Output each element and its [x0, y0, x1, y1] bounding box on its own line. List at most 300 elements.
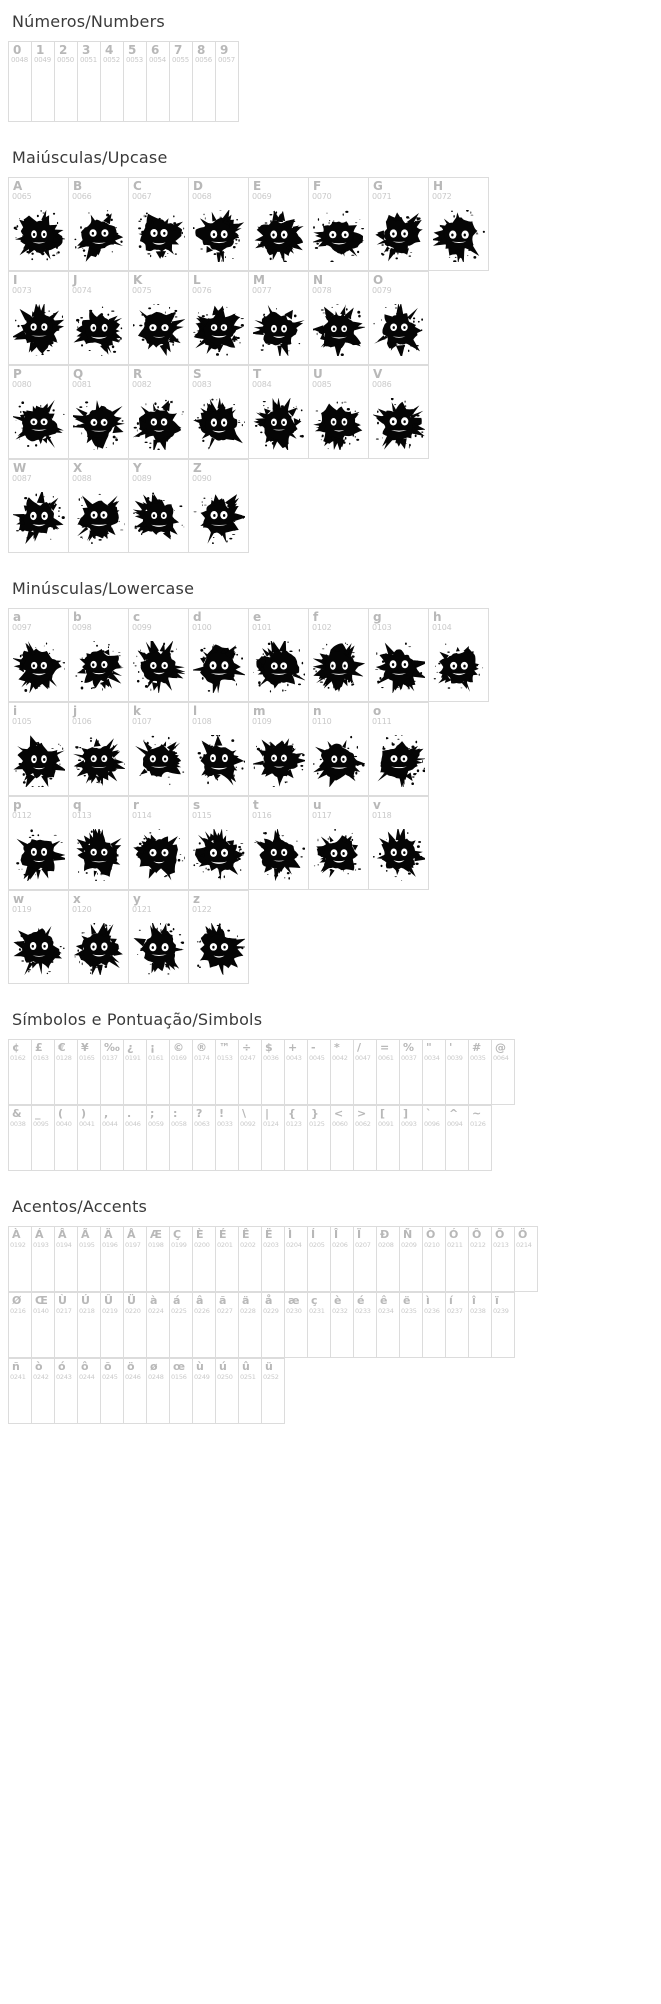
- glyph-cell[interactable]: [170, 1106, 193, 1171]
- glyph-cell[interactable]: [78, 1106, 101, 1171]
- glyph-code: 0234: [378, 1307, 394, 1315]
- glyph-code: 0044: [102, 1120, 118, 1128]
- glyph-cell[interactable]: [147, 1227, 170, 1292]
- glyph-cell[interactable]: [492, 1227, 515, 1292]
- glyph-character: B: [73, 179, 83, 193]
- ink-splat-glyph: [253, 641, 305, 693]
- glyph-code: 0084: [252, 380, 272, 389]
- glyph-cell[interactable]: [189, 272, 249, 365]
- glyph-code: 0081: [72, 380, 92, 389]
- glyph-code: 0163: [33, 1054, 49, 1062]
- glyph-code: 0099: [132, 623, 152, 632]
- glyph-cell[interactable]: [69, 366, 129, 459]
- ink-splat-glyph: [373, 735, 425, 787]
- glyph-code: 0060: [332, 1120, 348, 1128]
- glyph-cell[interactable]: [309, 703, 369, 796]
- glyph-character: h: [433, 610, 442, 624]
- glyph-cell[interactable]: [101, 1359, 124, 1424]
- glyph-cell[interactable]: [124, 1106, 147, 1171]
- glyph-character: |: [265, 1107, 270, 1120]
- glyph-cell[interactable]: [170, 42, 193, 122]
- glyph-code: 0162: [10, 1054, 26, 1062]
- glyph-cell[interactable]: [9, 797, 69, 890]
- glyph-cell[interactable]: [9, 42, 32, 122]
- glyph-cell[interactable]: [308, 1040, 331, 1105]
- glyph-cell[interactable]: [429, 178, 489, 271]
- ink-splat-glyph: [13, 492, 65, 544]
- glyph-cell[interactable]: [101, 1227, 124, 1292]
- glyph-cell[interactable]: [69, 797, 129, 890]
- glyph-cell[interactable]: [377, 1293, 400, 1358]
- glyph-cell[interactable]: [189, 797, 249, 890]
- glyph-cell[interactable]: [69, 460, 129, 553]
- glyph-cell[interactable]: [129, 366, 189, 459]
- glyph-cell[interactable]: [32, 1040, 55, 1105]
- glyph-cell[interactable]: [9, 891, 69, 984]
- glyph-cell[interactable]: [193, 42, 216, 122]
- glyph-cell[interactable]: [469, 1106, 492, 1171]
- ink-splat-glyph: [433, 641, 485, 693]
- ink-splat-glyph: [73, 304, 125, 356]
- glyph-cell[interactable]: [170, 1040, 193, 1105]
- glyph-character: P: [13, 367, 22, 381]
- glyph-cell[interactable]: [308, 1106, 331, 1171]
- glyph-preview: [129, 296, 188, 364]
- glyph-preview: [429, 202, 488, 270]
- glyph-code: 0097: [12, 623, 32, 632]
- glyph-code: 0115: [192, 811, 212, 820]
- glyph-character: ^: [449, 1107, 459, 1120]
- glyph-character: 7: [174, 43, 183, 57]
- glyph-character: ç: [311, 1294, 318, 1307]
- glyph-cell[interactable]: [354, 1293, 377, 1358]
- glyph-cell[interactable]: [429, 609, 489, 702]
- glyph-character: Æ: [150, 1228, 162, 1241]
- glyph-cell[interactable]: [55, 1359, 78, 1424]
- glyph-cell[interactable]: [262, 1227, 285, 1292]
- glyph-cell[interactable]: [78, 1359, 101, 1424]
- glyph-cell[interactable]: [262, 1106, 285, 1171]
- glyph-cell[interactable]: [216, 42, 239, 122]
- glyph-character: â: [196, 1294, 204, 1307]
- glyph-row: [8, 1226, 538, 1292]
- glyph-code: 0079: [372, 286, 392, 295]
- glyph-cell[interactable]: [331, 1293, 354, 1358]
- glyph-code: 0117: [312, 811, 332, 820]
- glyph-character: }: [311, 1107, 319, 1120]
- glyph-cell[interactable]: [9, 703, 69, 796]
- glyph-character: \: [242, 1107, 247, 1120]
- glyph-character: å: [265, 1294, 273, 1307]
- glyph-character: ¢: [12, 1041, 20, 1054]
- glyph-cell[interactable]: [189, 609, 249, 702]
- glyph-code: 0041: [79, 1120, 95, 1128]
- glyph-cell[interactable]: [69, 703, 129, 796]
- glyph-cell[interactable]: [193, 1359, 216, 1424]
- glyph-code: 0199: [171, 1241, 187, 1249]
- glyph-cell[interactable]: [515, 1227, 538, 1292]
- glyph-cell[interactable]: [189, 891, 249, 984]
- glyph-code: 0202: [240, 1241, 256, 1249]
- glyph-code: 0053: [126, 56, 144, 64]
- glyph-code: 0103: [372, 623, 392, 632]
- glyph-code: 0088: [72, 474, 92, 483]
- glyph-preview: [9, 915, 68, 983]
- glyph-code: 0038: [10, 1120, 26, 1128]
- glyph-cell[interactable]: [446, 1293, 469, 1358]
- glyph-cell[interactable]: [446, 1227, 469, 1292]
- ink-splat-glyph: [193, 641, 245, 693]
- glyph-character: Ù: [58, 1294, 67, 1307]
- glyph-code: 0049: [34, 56, 52, 64]
- glyph-cell[interactable]: [101, 42, 124, 122]
- glyph-code: 0101: [252, 623, 272, 632]
- glyph-cell[interactable]: [216, 1106, 239, 1171]
- glyph-cell[interactable]: [216, 1040, 239, 1105]
- glyph-cell[interactable]: [216, 1227, 239, 1292]
- glyph-character: G: [373, 179, 383, 193]
- glyph-code: 0120: [72, 905, 92, 914]
- glyph-cell[interactable]: [400, 1040, 423, 1105]
- glyph-cell[interactable]: [32, 1106, 55, 1171]
- glyph-cell[interactable]: [9, 460, 69, 553]
- glyph-character: k: [133, 704, 141, 718]
- glyph-cell[interactable]: [78, 1227, 101, 1292]
- glyph-cell[interactable]: [331, 1227, 354, 1292]
- glyph-code: 0249: [194, 1373, 210, 1381]
- glyph-code: 0217: [56, 1307, 72, 1315]
- glyph-character: Ð: [380, 1228, 390, 1241]
- glyph-cell[interactable]: [32, 1227, 55, 1292]
- glyph-cell[interactable]: [377, 1106, 400, 1171]
- glyph-character: ®: [196, 1041, 207, 1054]
- glyph-code: 0072: [432, 192, 452, 201]
- glyph-code: 0066: [72, 192, 92, 201]
- glyph-cell[interactable]: [9, 272, 69, 365]
- glyph-cell[interactable]: [369, 366, 429, 459]
- glyph-cell[interactable]: [469, 1293, 492, 1358]
- glyph-grid: [8, 1226, 653, 1424]
- glyph-code: 0191: [125, 1054, 141, 1062]
- ink-splat-glyph: [133, 829, 185, 881]
- glyph-cell[interactable]: [189, 703, 249, 796]
- glyph-cell[interactable]: [69, 891, 129, 984]
- glyph-cell[interactable]: [193, 1106, 216, 1171]
- glyph-cell[interactable]: [492, 1293, 515, 1358]
- glyph-code: 0238: [470, 1307, 486, 1315]
- glyph-code: 0074: [72, 286, 92, 295]
- glyph-code: 0236: [424, 1307, 440, 1315]
- glyph-cell[interactable]: [423, 1293, 446, 1358]
- glyph-cell[interactable]: [124, 1293, 147, 1358]
- glyph-character: Ø: [12, 1294, 22, 1307]
- glyph-character: K: [133, 273, 143, 287]
- glyph-character: -: [311, 1041, 316, 1054]
- glyph-code: 0100: [192, 623, 212, 632]
- glyph-cell[interactable]: [189, 366, 249, 459]
- glyph-code: 0153: [217, 1054, 233, 1062]
- glyph-cell[interactable]: [309, 609, 369, 702]
- glyph-cell[interactable]: [239, 1359, 262, 1424]
- glyph-cell[interactable]: [129, 178, 189, 271]
- glyph-cell[interactable]: [129, 797, 189, 890]
- glyph-cell[interactable]: [446, 1106, 469, 1171]
- glyph-cell[interactable]: [101, 1106, 124, 1171]
- glyph-cell[interactable]: [189, 178, 249, 271]
- glyph-cell[interactable]: [469, 1227, 492, 1292]
- glyph-code: 0216: [10, 1307, 26, 1315]
- glyph-cell[interactable]: [32, 42, 55, 122]
- ink-splat-glyph: [193, 735, 245, 787]
- glyph-code: 0231: [309, 1307, 325, 1315]
- glyph-cell[interactable]: [469, 1040, 492, 1105]
- glyph-cell[interactable]: [193, 1293, 216, 1358]
- glyph-cell[interactable]: [249, 703, 309, 796]
- ink-splat-glyph: [13, 398, 65, 450]
- glyph-code: 0241: [10, 1373, 26, 1381]
- glyph-cell[interactable]: [147, 42, 170, 122]
- glyph-cell[interactable]: [331, 1040, 354, 1105]
- glyph-cell[interactable]: [170, 1293, 193, 1358]
- glyph-cell[interactable]: [9, 366, 69, 459]
- glyph-cell[interactable]: [262, 1359, 285, 1424]
- glyph-cell[interactable]: [239, 1106, 262, 1171]
- glyph-code: 0067: [132, 192, 152, 201]
- glyph-character: Q: [73, 367, 84, 381]
- glyph-code: 0232: [332, 1307, 348, 1315]
- glyph-cell[interactable]: [101, 1293, 124, 1358]
- glyph-cell[interactable]: [423, 1106, 446, 1171]
- glyph-cell[interactable]: [262, 1040, 285, 1105]
- glyph-character: y: [133, 892, 141, 906]
- glyph-cell[interactable]: [124, 1359, 147, 1424]
- glyph-cell[interactable]: [377, 1040, 400, 1105]
- glyph-cell[interactable]: [9, 178, 69, 271]
- glyph-cell[interactable]: [129, 609, 189, 702]
- glyph-cell[interactable]: [9, 1359, 32, 1424]
- glyph-code: 0054: [149, 56, 167, 64]
- ink-splat-glyph: [133, 735, 185, 787]
- glyph-code: 0036: [263, 1054, 279, 1062]
- glyph-cell[interactable]: [249, 178, 309, 271]
- ink-splat-glyph: [313, 829, 365, 881]
- glyph-cell[interactable]: [369, 609, 429, 702]
- glyph-cell[interactable]: [400, 1227, 423, 1292]
- glyph-character: ü: [265, 1360, 273, 1373]
- glyph-code: 0121: [132, 905, 152, 914]
- glyph-code: 0165: [79, 1054, 95, 1062]
- glyph-code: 0034: [424, 1054, 440, 1062]
- glyph-preview: [69, 202, 128, 270]
- glyph-cell[interactable]: [308, 1227, 331, 1292]
- glyph-cell[interactable]: [262, 1293, 285, 1358]
- glyph-code: 0230: [286, 1307, 302, 1315]
- glyph-cell[interactable]: [9, 1106, 32, 1171]
- glyph-code: 0169: [171, 1054, 187, 1062]
- glyph-code: 0198: [148, 1241, 164, 1249]
- glyph-code: 0056: [195, 56, 213, 64]
- glyph-character: ù: [196, 1360, 204, 1373]
- glyph-cell[interactable]: [124, 1227, 147, 1292]
- glyph-cell[interactable]: [147, 1040, 170, 1105]
- glyph-character: ö: [127, 1360, 135, 1373]
- glyph-cell[interactable]: [249, 609, 309, 702]
- glyph-cell[interactable]: [309, 178, 369, 271]
- glyph-character: .: [127, 1107, 132, 1120]
- glyph-cell[interactable]: [78, 1040, 101, 1105]
- glyph-character: c: [133, 610, 141, 624]
- glyph-cell[interactable]: [9, 1040, 32, 1105]
- glyph-cell[interactable]: [189, 460, 249, 553]
- glyph-cell[interactable]: [285, 1040, 308, 1105]
- glyph-cell[interactable]: [129, 272, 189, 365]
- glyph-cell[interactable]: [147, 1106, 170, 1171]
- glyph-cell[interactable]: [285, 1106, 308, 1171]
- ink-splat-glyph: [13, 304, 65, 356]
- glyph-character: æ: [288, 1294, 300, 1307]
- glyph-character: I: [13, 273, 18, 287]
- glyph-cell[interactable]: [369, 797, 429, 890]
- glyph-character: d: [193, 610, 202, 624]
- glyph-cell[interactable]: [124, 42, 147, 122]
- glyph-cell[interactable]: [354, 1227, 377, 1292]
- ink-splat-glyph: [253, 398, 305, 450]
- glyph-cell[interactable]: [369, 272, 429, 365]
- glyph-cell[interactable]: [69, 272, 129, 365]
- glyph-cell[interactable]: [69, 178, 129, 271]
- glyph-cell[interactable]: [69, 609, 129, 702]
- glyph-preview: [69, 633, 128, 701]
- glyph-character: s: [193, 798, 201, 812]
- glyph-character: v: [373, 798, 381, 812]
- glyph-code: 0229: [263, 1307, 279, 1315]
- glyph-code: 0237: [447, 1307, 463, 1315]
- glyph-cell[interactable]: [369, 178, 429, 271]
- ink-splat-glyph: [253, 210, 305, 262]
- glyph-character: ë: [403, 1294, 411, 1307]
- glyph-cell[interactable]: [32, 1359, 55, 1424]
- glyph-cell[interactable]: [423, 1040, 446, 1105]
- glyph-cell[interactable]: [170, 1227, 193, 1292]
- glyph-code: 0228: [240, 1307, 256, 1315]
- glyph-cell[interactable]: [249, 366, 309, 459]
- glyph-cell[interactable]: [354, 1040, 377, 1105]
- glyph-preview: [9, 633, 68, 701]
- glyph-cell[interactable]: [308, 1293, 331, 1358]
- glyph-preview: [309, 821, 368, 889]
- glyph-character: Ê: [242, 1228, 250, 1241]
- glyph-code: 0224: [148, 1307, 164, 1315]
- glyph-cell[interactable]: [216, 1359, 239, 1424]
- glyph-cell[interactable]: [309, 272, 369, 365]
- glyph-cell[interactable]: [55, 1106, 78, 1171]
- glyph-cell[interactable]: [369, 703, 429, 796]
- glyph-cell[interactable]: [129, 460, 189, 553]
- glyph-preview: [189, 484, 248, 552]
- glyph-character: 8: [197, 43, 206, 57]
- glyph-cell[interactable]: [446, 1040, 469, 1105]
- ink-splat-glyph: [73, 641, 125, 693]
- glyph-preview: [189, 202, 248, 270]
- glyph-cell[interactable]: [239, 1227, 262, 1292]
- glyph-cell[interactable]: [239, 1040, 262, 1105]
- glyph-preview: [249, 633, 308, 701]
- ink-splat-glyph: [193, 398, 245, 450]
- glyph-cell[interactable]: [216, 1293, 239, 1358]
- glyph-character: ©: [173, 1041, 184, 1054]
- glyph-cell[interactable]: [285, 1227, 308, 1292]
- glyph-cell[interactable]: [55, 1040, 78, 1105]
- glyph-code: 0213: [493, 1241, 509, 1249]
- glyph-cell[interactable]: [124, 1040, 147, 1105]
- glyph-cell[interactable]: [9, 1293, 32, 1358]
- glyph-cell[interactable]: [249, 797, 309, 890]
- ink-splat-glyph: [13, 923, 65, 975]
- glyph-cell[interactable]: [147, 1359, 170, 1424]
- glyph-code: 0095: [33, 1120, 49, 1128]
- glyph-character: <: [334, 1107, 344, 1120]
- ink-splat-glyph: [433, 210, 485, 262]
- glyph-cell[interactable]: [377, 1227, 400, 1292]
- glyph-cell[interactable]: [249, 272, 309, 365]
- glyph-cell[interactable]: [129, 891, 189, 984]
- glyph-cell[interactable]: [309, 797, 369, 890]
- glyph-code: 0050: [57, 56, 75, 64]
- glyph-cell[interactable]: [400, 1293, 423, 1358]
- glyph-cell[interactable]: [423, 1227, 446, 1292]
- glyph-cell[interactable]: [9, 1227, 32, 1292]
- glyph-cell[interactable]: [309, 366, 369, 459]
- glyph-preview: [249, 390, 308, 458]
- glyph-character: á: [173, 1294, 181, 1307]
- glyph-character: é: [357, 1294, 365, 1307]
- glyph-cell[interactable]: [193, 1040, 216, 1105]
- glyph-cell[interactable]: [78, 1293, 101, 1358]
- glyph-code: 0212: [470, 1241, 486, 1249]
- glyph-cell[interactable]: [193, 1227, 216, 1292]
- glyph-cell[interactable]: [285, 1293, 308, 1358]
- glyph-character: Ô: [472, 1228, 482, 1241]
- glyph-cell[interactable]: [354, 1106, 377, 1171]
- glyph-cell[interactable]: [55, 1293, 78, 1358]
- glyph-cell[interactable]: [147, 1293, 170, 1358]
- glyph-cell[interactable]: [55, 1227, 78, 1292]
- glyph-code: 0096: [424, 1120, 440, 1128]
- glyph-cell[interactable]: [55, 42, 78, 122]
- glyph-cell[interactable]: [32, 1293, 55, 1358]
- glyph-cell[interactable]: [78, 42, 101, 122]
- glyph-preview: [369, 727, 428, 795]
- glyph-cell[interactable]: [239, 1293, 262, 1358]
- glyph-cell[interactable]: [492, 1040, 515, 1105]
- glyph-code: 0122: [192, 905, 212, 914]
- glyph-character: Ñ: [403, 1228, 413, 1241]
- glyph-cell[interactable]: [9, 609, 69, 702]
- glyph-cell[interactable]: [101, 1040, 124, 1105]
- glyph-character: ñ: [12, 1360, 20, 1373]
- glyph-character: Ë: [265, 1228, 273, 1241]
- glyph-cell[interactable]: [129, 703, 189, 796]
- glyph-character: j: [73, 704, 78, 718]
- glyph-code: 0219: [102, 1307, 118, 1315]
- ink-splat-glyph: [313, 210, 365, 262]
- section-title: Números/Numbers: [12, 12, 165, 31]
- glyph-character: U: [313, 367, 323, 381]
- glyph-cell[interactable]: [170, 1359, 193, 1424]
- glyph-code: 0196: [102, 1241, 118, 1249]
- glyph-cell[interactable]: [331, 1106, 354, 1171]
- glyph-cell[interactable]: [400, 1106, 423, 1171]
